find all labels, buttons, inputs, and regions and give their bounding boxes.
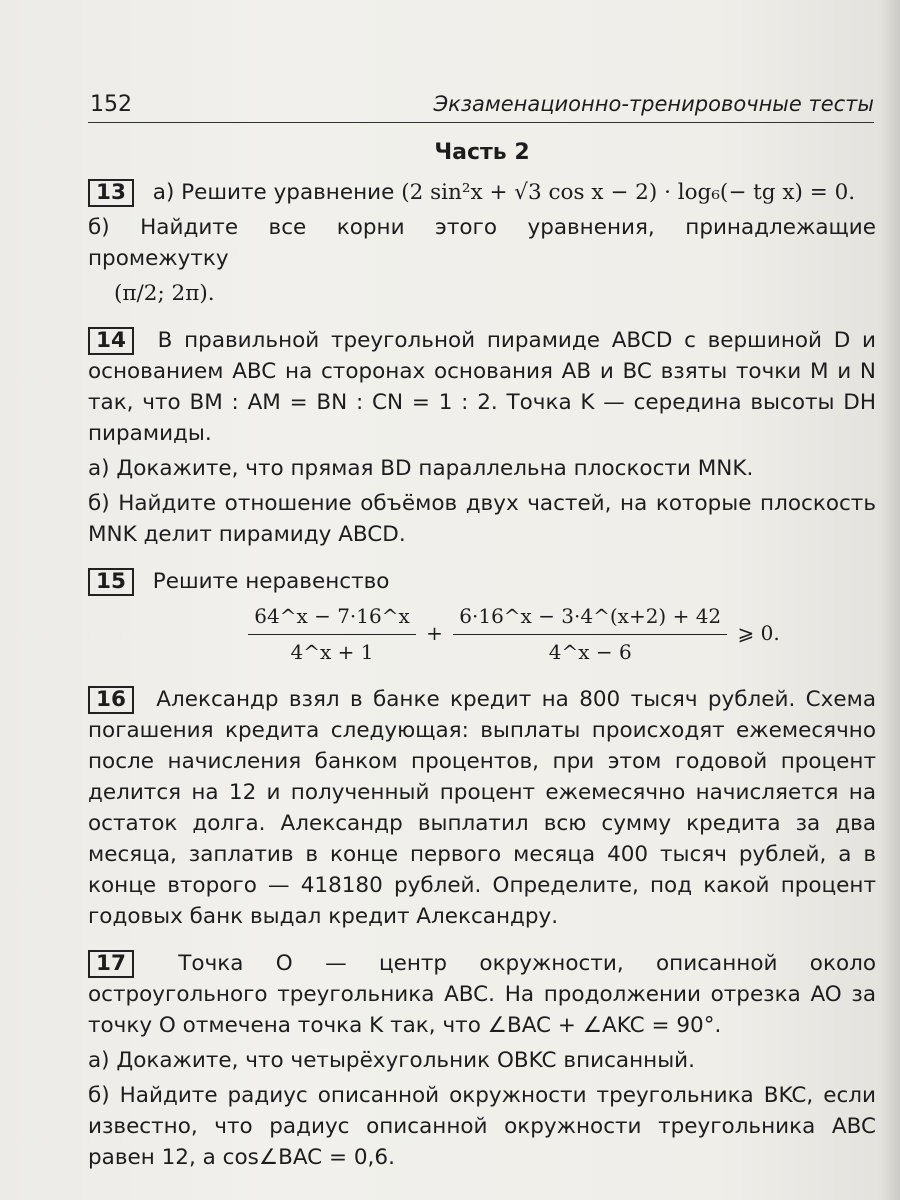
page-edge-shadow xyxy=(880,0,900,1200)
fraction-1-numerator: 64^x − 7·16^x xyxy=(248,601,416,635)
problem-13-equation: (2 sin²x + √3 cos x − 2) · log₆(− tg x) = 0. xyxy=(401,180,856,205)
problem-13-b-text: б) Найдите все корни этого уравнения, принадлежащие промежутку xyxy=(88,215,876,271)
problem-16-text: Александр взял в банке кредит на 800 тысяч рублей. Схема погашения кредита следующая: выплаты происходят ежемесячно после начисления банком процентов, при этом годовой процент делится на 12 и полученный процент ежемесячно начисляется на остаток долга. Александр выплатил всю сумму кредита за два месяца, заплатив в конце первого месяца 400 тысяч рублей, а в конце второго — 418180 рублей. Определите, под какой процент годовых банк выдал кредит Александру. xyxy=(88,687,876,929)
inequality-rhs: ⩾ 0. xyxy=(737,621,780,645)
problem-17-text: Точка O — центр окружности, описанной около остроугольного треугольника ABC. На продолжении отрезка AO за точку O отмечена точка K так, что ∠BAC + ∠AKC = 90°. xyxy=(88,951,876,1038)
problem-15-inequality: $\frac{64\^{}x - 7\cdot 16\^{}x}{4\^{}x + 1}$ + $\frac{6\cdot 16\^{}x - 3\cdot 4\^{}(x+2) + 42}{4\^{}x - 6}$ ⩾ 0. xyxy=(148,601,876,668)
fraction-1-denominator: 4^x + 1 xyxy=(290,640,374,664)
fraction-2-numerator: 6·16^x − 3·4^(x+2) + 42 xyxy=(453,601,727,635)
problem-16 xyxy=(88,684,876,932)
problem-13 xyxy=(88,177,876,309)
problem-number-box: 15 xyxy=(88,568,134,596)
problem-17 xyxy=(88,948,876,1173)
running-title: Экзаменационно-тренировочные тесты xyxy=(433,92,874,116)
problem-14-text: В правильной треугольной пирамиде ABCD с вершиной D и основанием ABC на сторонах основания AB и BC взяты точки M и N так, что BM : AM = BN : CN = 1 : 2. Точка K — середина высоты DH пирамиды. xyxy=(88,328,876,446)
problem-number-box: 17 xyxy=(88,950,134,978)
problem-14 xyxy=(88,325,876,550)
fraction-2 xyxy=(453,601,727,668)
running-header xyxy=(88,92,874,123)
problem-number-box: 13 xyxy=(88,179,134,207)
problem-15-text: Решите неравенство xyxy=(152,569,390,594)
problem-17-part-a: а) Докажите, что четырёхугольник OBKC вписанный. xyxy=(88,1048,695,1073)
problem-13-a-text: а) Решите уравнение xyxy=(152,180,395,205)
problem-14-part-a: а) Докажите, что прямая BD параллельна плоскости MNK. xyxy=(88,456,754,481)
problem-number-box: 16 xyxy=(88,686,134,714)
fraction-1 xyxy=(248,601,416,668)
page-content xyxy=(88,140,876,1189)
page-number: 152 xyxy=(90,92,132,117)
fraction-2-denominator: 4^x − 6 xyxy=(548,640,632,664)
part-title: Часть 2 xyxy=(434,140,530,165)
problem-15 xyxy=(88,566,876,668)
problem-13-interval: (π/2; 2π). xyxy=(114,281,215,306)
problem-14-part-b: б) Найдите отношение объёмов двух частей, на которые плоскость MNK делит пирамиду ABCD. xyxy=(88,491,876,547)
problem-17-part-b: б) Найдите радиус описанной окружности треугольника BKC, если известно, что радиус описанной окружности треугольника ABC равен 12, а cos∠BAC = 0,6. xyxy=(88,1083,876,1170)
problem-number-box: 14 xyxy=(88,327,134,355)
